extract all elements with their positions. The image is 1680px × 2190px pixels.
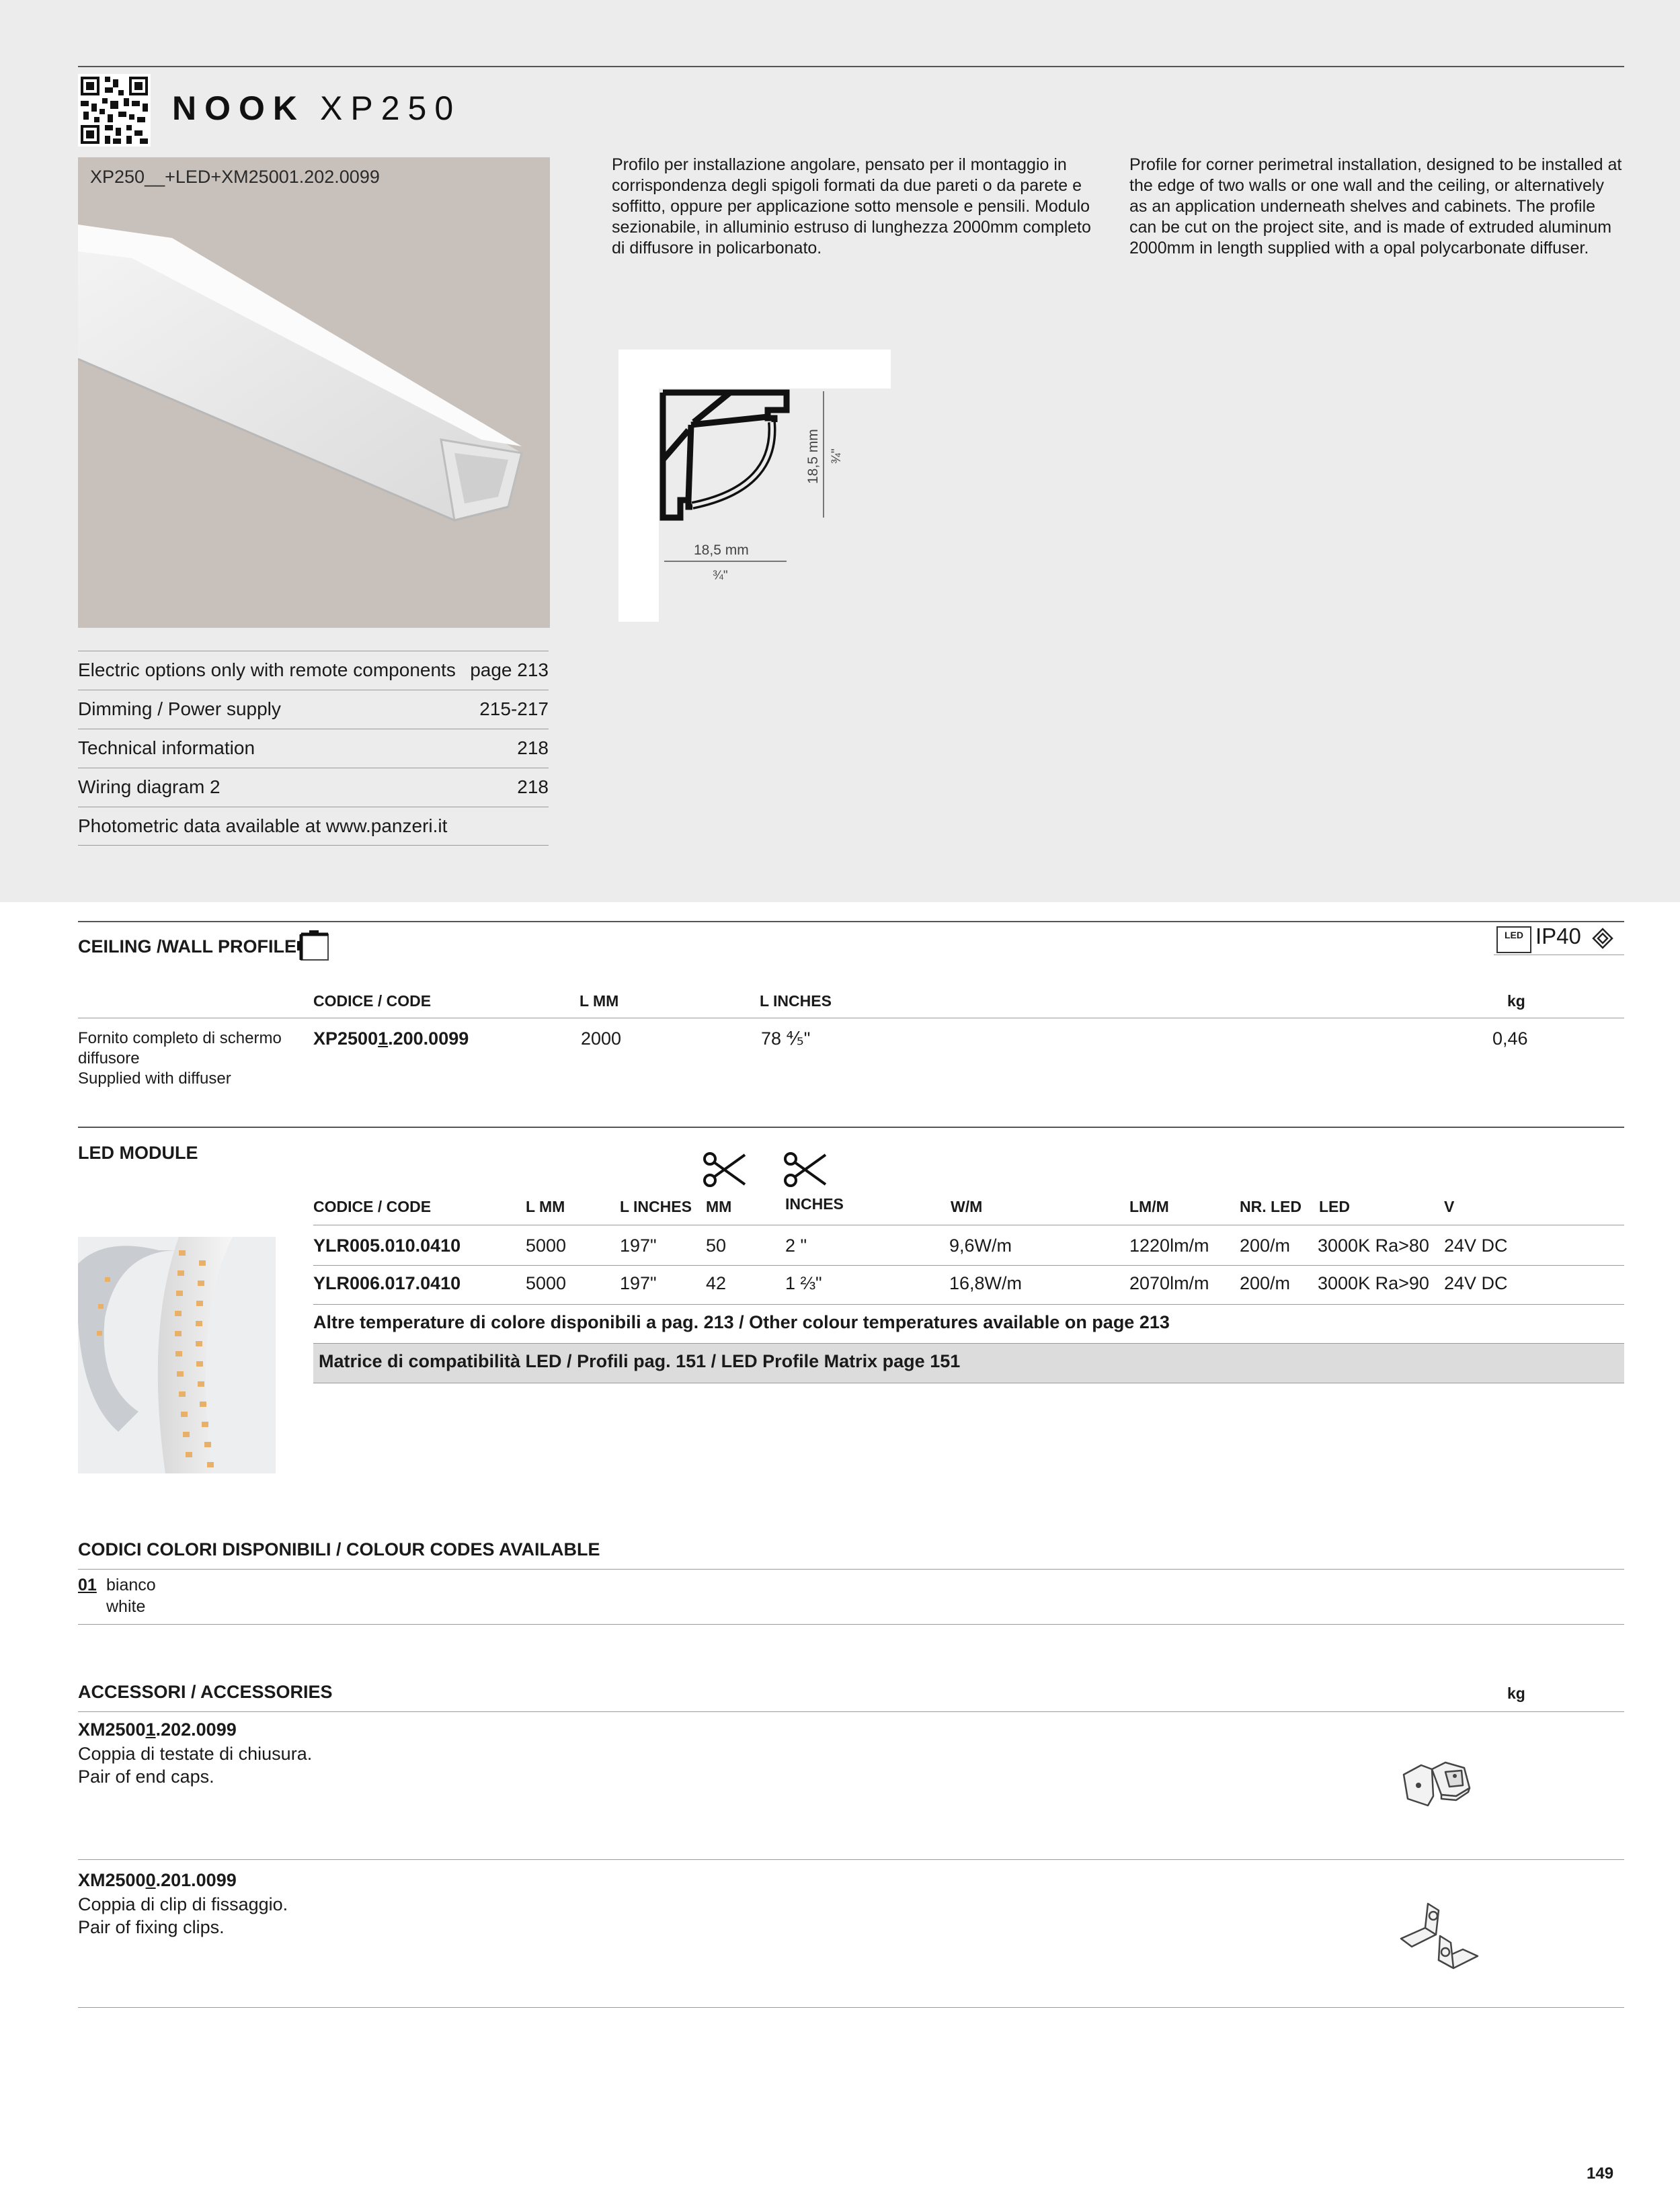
- led-code[interactable]: YLR006.017.0410: [313, 1273, 461, 1293]
- reference-row[interactable]: [78, 768, 549, 806]
- profile-weight: 0,46: [1492, 1028, 1528, 1049]
- height-mm-label: 18,5 mm: [805, 429, 821, 484]
- colour-name-en: white: [106, 1597, 146, 1616]
- description-english: Profile for corner perimetral installation, designed to be installed at the edge of two walls or one wall and the ceiling, or alternatively as an application underneath shelves and cabinets. The profile can be cut on the project site, and is made of extruded aluminum 2000mm in length supplied with a opal polycarbonate diffuser.: [1129, 155, 1622, 257]
- led-length-mm: 5000: [526, 1235, 567, 1256]
- accessories-title: ACCESSORI / ACCESSORIES: [78, 1682, 333, 1702]
- column-header-l-mm: L MM: [579, 992, 619, 1010]
- cut-mm-scissors-icon: [703, 1151, 748, 1188]
- end-caps-icon: [1398, 1748, 1479, 1815]
- qr-code-icon[interactable]: [78, 74, 151, 147]
- column-header-inches: INCHES: [785, 1195, 844, 1213]
- column-header-led: LED: [1319, 1198, 1350, 1215]
- ip-rating: IP40: [1535, 924, 1581, 948]
- reference-page: 215-217: [479, 698, 549, 719]
- reference-label: Photometric data available at www.panzeri.it: [78, 815, 448, 836]
- section-rule: [78, 1859, 1624, 1860]
- accessory-desc-it: Coppia di testate di chiusura.: [78, 1744, 313, 1764]
- led-strip-image: [78, 1237, 276, 1473]
- led-watt-per-meter: 9,6W/m: [949, 1235, 1012, 1256]
- page-number: 149: [1587, 2164, 1614, 2183]
- reference-label: Technical information: [78, 737, 255, 758]
- led-badge-icon: LED: [1496, 926, 1531, 953]
- colour-name-it: bianco: [106, 1576, 156, 1594]
- column-header-nr-led: NR. LED: [1240, 1198, 1302, 1215]
- top-rule: [78, 66, 1624, 67]
- model-name: XP250: [320, 89, 462, 127]
- section-rule: [78, 2007, 1624, 2008]
- profile-length-inches: 78 ⅘": [761, 1028, 811, 1049]
- led-cut-mm: 42: [706, 1273, 727, 1293]
- reference-row[interactable]: [78, 690, 549, 728]
- cut-inches-scissors-icon: [784, 1151, 828, 1188]
- width-mm-label: 18,5 mm: [694, 542, 749, 558]
- led-cut-mm: 50: [706, 1235, 727, 1256]
- accessory-desc-it: Coppia di clip di fissaggio.: [78, 1894, 288, 1914]
- led-length-inches: 197": [620, 1235, 657, 1256]
- profile-length-mm: 2000: [581, 1028, 622, 1049]
- led-code[interactable]: YLR005.010.0410: [313, 1235, 461, 1256]
- reference-row[interactable]: [78, 729, 549, 767]
- reference-page: 218: [517, 776, 549, 797]
- colour-temperature-note[interactable]: Altre temperature di colore disponibili a pag. 213 / Other colour temperatures available on page 213: [313, 1312, 1170, 1332]
- column-header-kg: kg: [1507, 992, 1525, 1010]
- column-header-lm-m: LM/M: [1129, 1198, 1169, 1215]
- led-strip-photo: [78, 1237, 276, 1473]
- reference-row[interactable]: [78, 807, 549, 846]
- product-photo: [78, 157, 550, 628]
- section-rule: [78, 1711, 1624, 1712]
- description-italian: Profilo per installazione angolare, pensato per il montaggio in corrispondenza degli spigoli formati da due pareti o da parete e soffitto, oppure per applicazione sotto mensole e pensili. Modulo sezionabile, in alluminio estruso di lunghezza 2000mm completo di diffusore in policarbonato.: [612, 155, 1091, 257]
- section-rule: [78, 921, 1624, 922]
- ceiling-wall-mount-icon: [296, 930, 333, 965]
- profile-code[interactable]: XP25001.200.0099: [313, 1028, 469, 1049]
- column-header-v: V: [1444, 1198, 1455, 1215]
- photo-label: XP250__+LED+XM25001.202.0099: [90, 167, 380, 187]
- brand-name: NOOK: [172, 89, 305, 127]
- colour-code: 01: [78, 1576, 97, 1594]
- accessory-code[interactable]: XM25001.202.0099: [78, 1719, 237, 1740]
- reference-row[interactable]: [78, 651, 549, 689]
- reference-page: page 213: [470, 659, 549, 680]
- led-cut-inches: 2 ": [785, 1235, 807, 1256]
- reference-page: 218: [517, 737, 549, 758]
- reference-label: Dimming / Power supply: [78, 698, 281, 719]
- led-lumen-per-meter: 1220lm/m: [1129, 1235, 1209, 1256]
- section-rule: [78, 1569, 1624, 1570]
- accessory-code[interactable]: XM25000.201.0099: [78, 1870, 237, 1890]
- led-colour-temp: 3000K Ra>90: [1318, 1273, 1429, 1293]
- profile-render-image: [78, 157, 550, 628]
- led-colour-temp: 3000K Ra>80: [1318, 1235, 1429, 1256]
- led-count: 200/m: [1240, 1273, 1291, 1293]
- section-rule: [78, 1127, 1624, 1128]
- led-voltage: 24V DC: [1444, 1273, 1508, 1293]
- profile-section-drawing: [618, 350, 901, 625]
- profile-note: [78, 1028, 307, 1089]
- row-rule: [313, 1304, 1624, 1305]
- product-title: [172, 89, 461, 128]
- reference-label: Electric options only with remote components: [78, 659, 456, 680]
- profile-note-it-2: diffusore: [78, 1049, 140, 1067]
- colour-codes-title: CODICI COLORI DISPONIBILI / COLOUR CODES AVAILABLE: [78, 1539, 600, 1559]
- column-header-l-inches: L INCHES: [620, 1198, 692, 1215]
- column-header-code: CODICE / CODE: [313, 1198, 432, 1215]
- profile-note-it-1: Fornito completo di schermo: [78, 1029, 282, 1047]
- column-header-code: CODICE / CODE: [313, 992, 432, 1010]
- safety-class-icon: [1592, 928, 1613, 949]
- accessory-desc-en: Pair of fixing clips.: [78, 1917, 225, 1937]
- column-header-kg: kg: [1507, 1685, 1525, 1702]
- led-watt-per-meter: 16,8W/m: [949, 1273, 1023, 1293]
- accessory-desc-en: Pair of end caps.: [78, 1767, 214, 1787]
- profile-note-en: Supplied with diffuser: [78, 1069, 231, 1088]
- led-length-inches: 197": [620, 1273, 657, 1293]
- led-count: 200/m: [1240, 1235, 1291, 1256]
- column-header-w-m: W/M: [951, 1198, 983, 1215]
- led-voltage: 24V DC: [1444, 1235, 1508, 1256]
- column-header-l-inches: L INCHES: [760, 992, 832, 1010]
- led-section-title: LED MODULE: [78, 1143, 198, 1163]
- led-length-mm: 5000: [526, 1273, 567, 1293]
- led-lumen-per-meter: 2070lm/m: [1129, 1273, 1209, 1293]
- profile-section-title: CEILING /WALL PROFILE: [78, 936, 297, 957]
- matrix-note[interactable]: Matrice di compatibilità LED / Profili pag. 151 / LED Profile Matrix page 151: [319, 1351, 961, 1371]
- width-in-label: ¾": [713, 569, 728, 583]
- column-header-l-mm: L MM: [526, 1198, 565, 1215]
- column-header-mm: MM: [706, 1198, 732, 1215]
- fixing-clips-icon: [1398, 1898, 1499, 1986]
- reference-label: Wiring diagram 2: [78, 776, 221, 797]
- row-rule: [313, 1265, 1624, 1266]
- led-cut-inches: 1 ⅔": [785, 1273, 822, 1293]
- section-rule: [78, 1624, 1624, 1625]
- height-in-label: ¾": [830, 448, 844, 464]
